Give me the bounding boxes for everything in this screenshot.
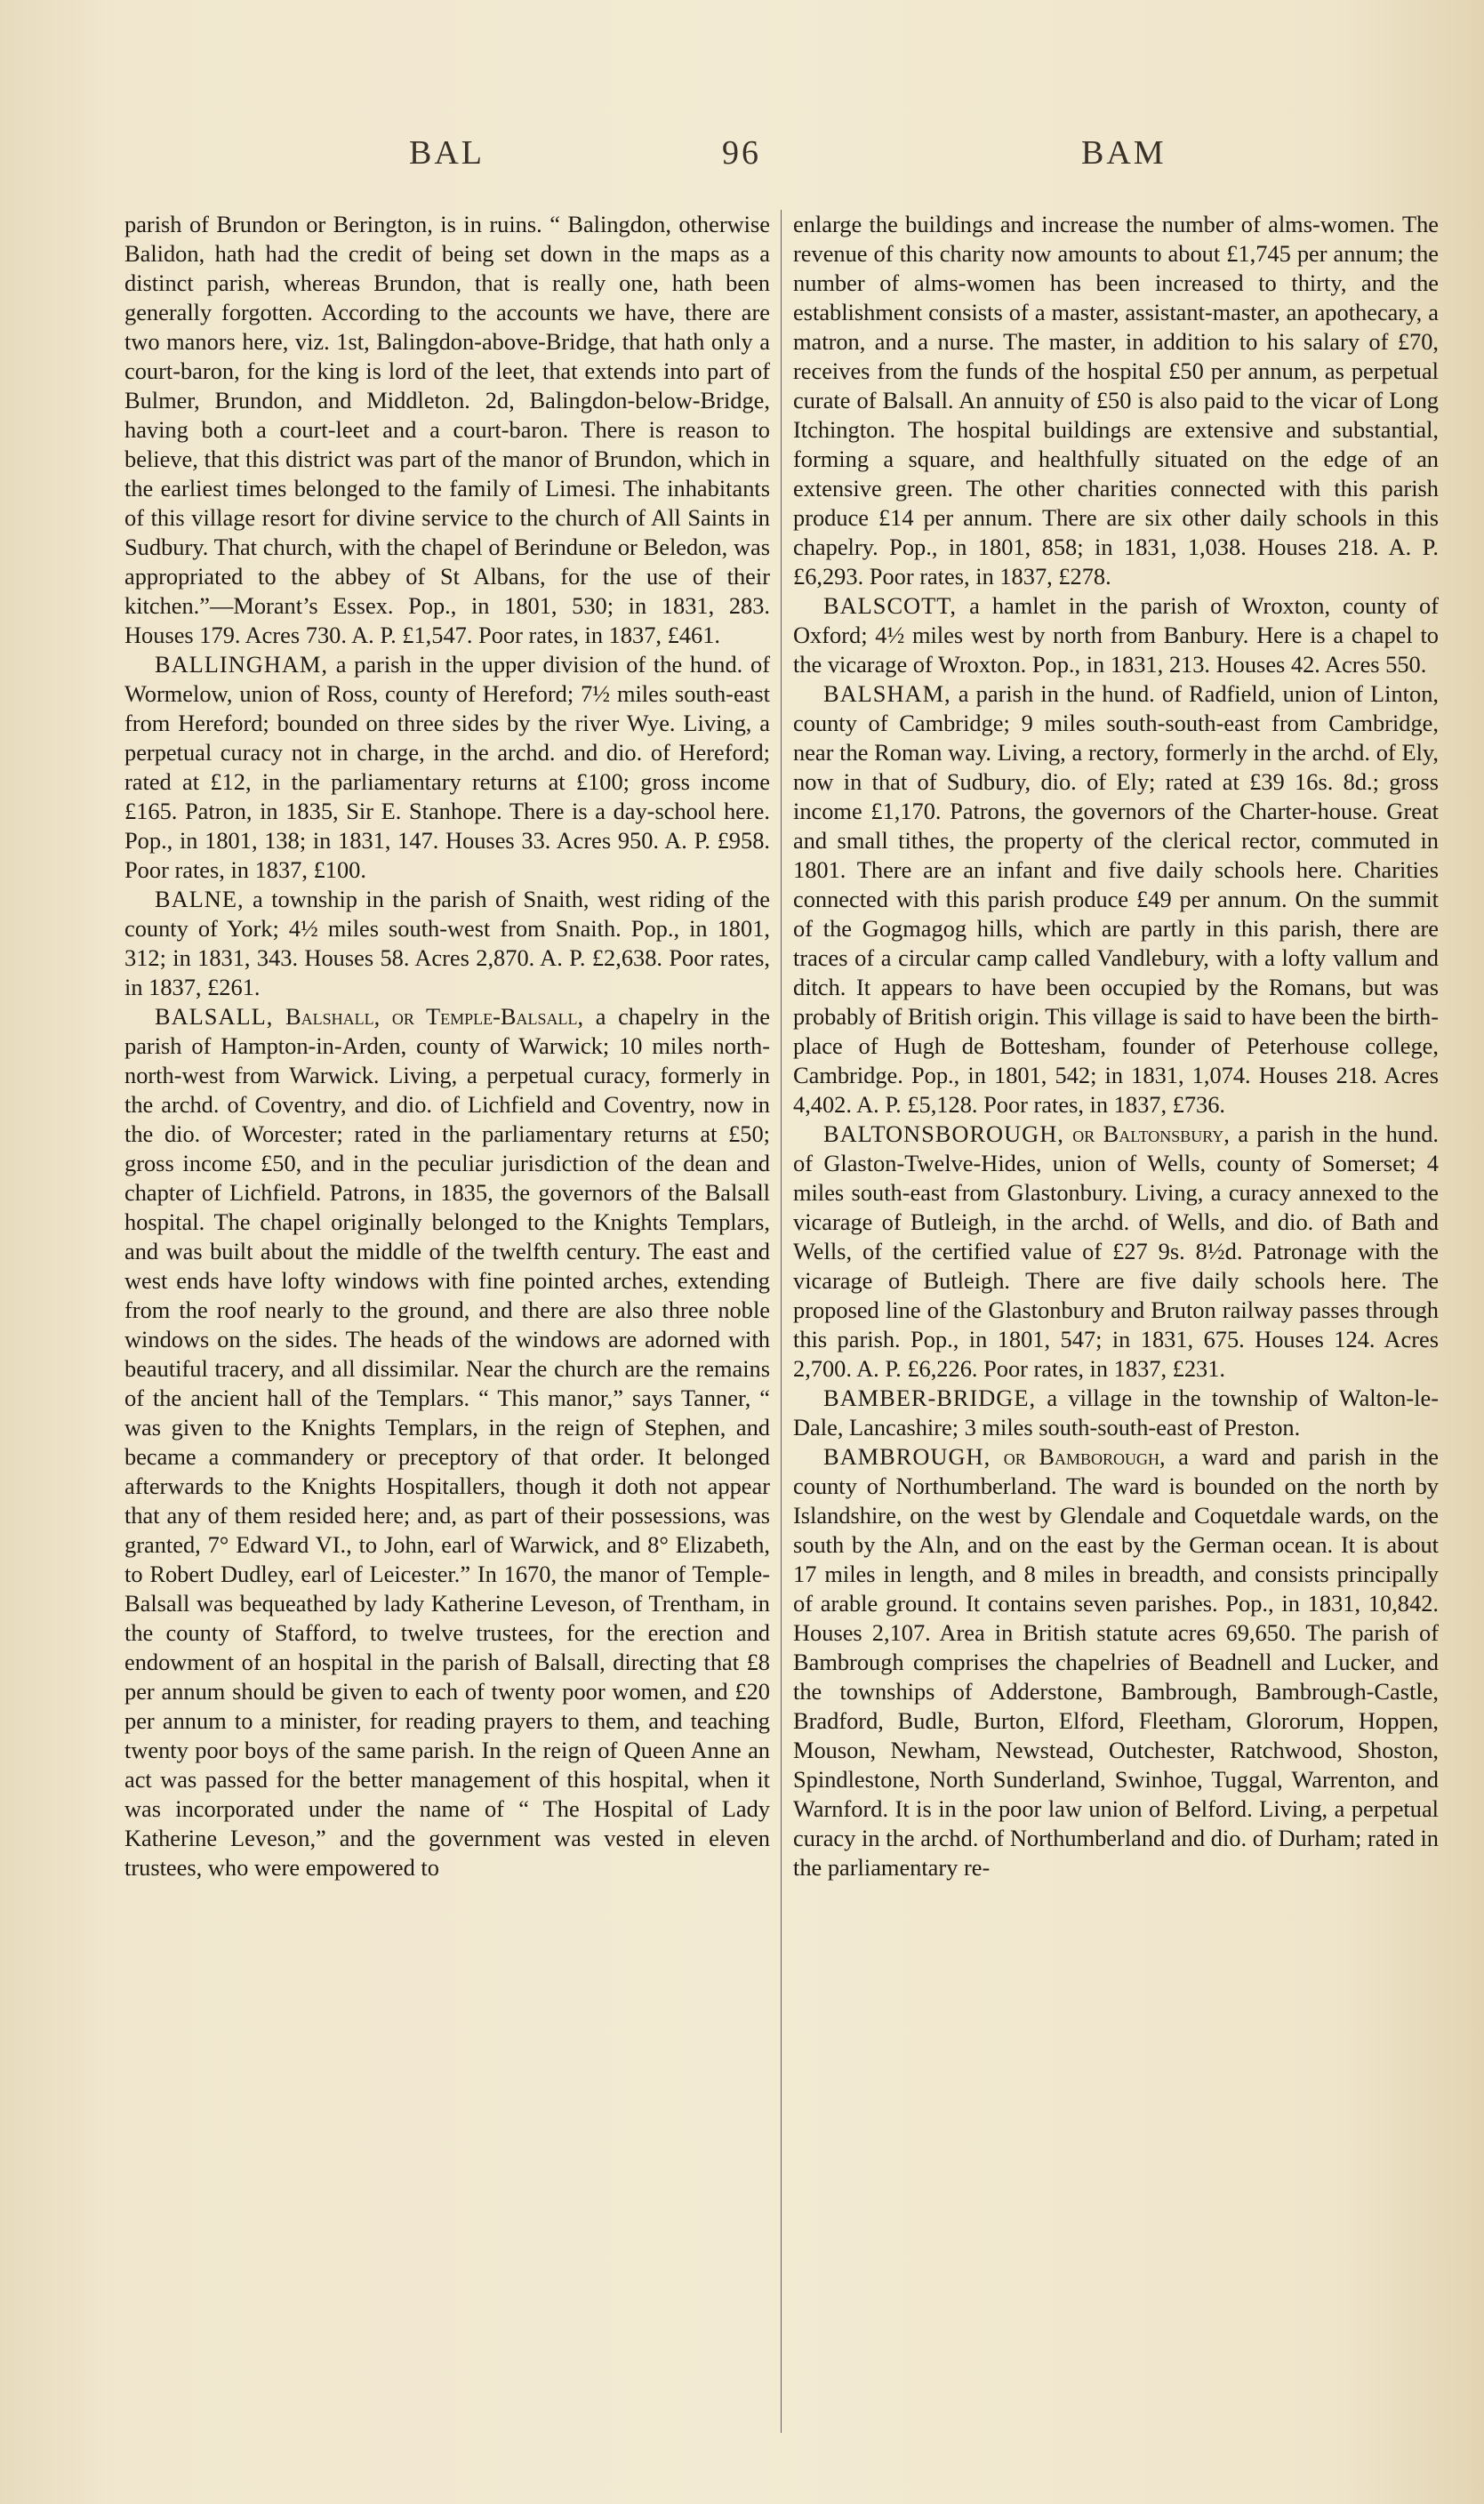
entry-headword: BALSCOTT, <box>823 592 957 619</box>
running-head-right: BAM <box>1081 134 1167 172</box>
entry-balscott: BALSCOTT, a hamlet in the parish of Wroxton, county of Oxford; 4½ miles west by north from Banbury. Here is a chapel to the vicarage of Wroxton. Pop., in 1831, 213. Houses 42. Acres 550. <box>793 592 1439 678</box>
entry-alt-names: or Baltonsbury, <box>1072 1120 1230 1147</box>
entry-headword: BALLINGHAM, <box>155 651 328 678</box>
entry-headword: BALTONSBOROUGH, <box>823 1120 1064 1147</box>
running-head-left: BAL <box>409 134 485 172</box>
entry-headword: BALSHAM, <box>823 680 951 707</box>
entry-ballingham: BALLINGHAM, a parish in the upper division of the hund. of Wormelow, union of Ross, county of Hereford; 7½ miles south-east from Hereford; bounded on three sides by the river Wye. Living, a perpetual curacy not in charge, in the archd. and dio. of Hereford; rated at £12, in the parliamentary returns at £100; gross income £165. Patron, in 1835, Sir E. Stanhope. There is a day-school here. Pop., in 1801, 138; in 1831, 147. Houses 33. Acres 950. A. P. £958. Poor rates, in 1837, £100. <box>124 651 770 883</box>
running-head <box>0 133 1484 187</box>
entry-headword: BAMBER-BRIDGE, <box>823 1384 1037 1411</box>
entry-continuation: enlarge the buildings and increase the number of alms-women. The revenue of this charity now amounts to about £1,745 per annum; the number of alms-women has been increased to thirty, and the establishment consists of a master, assistant-master, an apothecary, a matron, and a nurse. The master, in addition to his salary of £70, receives from the funds of the hospital £50 per annum, as perpetual curate of Balsall. An annuity of £50 is also paid to the vicar of Long Itchington. The hospital buildings are extensive and substantial, forming a square, and healthfully situated on the edge of an extensive green. The other charities connected with this parish produce £14 per annum. There are six other daily schools in this chapelry. Pop., in 1801, 858; in 1831, 1,038. Houses 218. A. P. £6,293. Poor rates, in 1837, £278. <box>793 211 1439 590</box>
entry-balsall: BALSALL, Balshall, or Temple-Balsall, a chapelry in the parish of Hampton-in-Arden, county of Warwick; 10 miles north-north-west from Warwick. Living, a perpetual curacy, formerly in the archd. of Coventry, and dio. of Lichfield and Coventry, now in the dio. of Worcester; rated in the parliamentary returns at £50; gross income £50, and in the peculiar jurisdiction of the dean and chapter of Lichfield. Patrons, in 1835, the governors of the Balsall hospital. The chapel originally belonged to the Knights Templars, and was built about the middle of the twelfth century. The east and west ends have lofty windows with fine pointed arches, extending from the roof nearly to the ground, and there are also three noble windows on the sides. The heads of the windows are adorned with beautiful tracery, and all dissimilar. Near the church are the remains of the ancient hall of the Templars. “ This manor,” says Tanner, “ was given to the Knights Templars, in the reign of Stephen, and became a commandery or preceptory of that order. It belonged afterwards to the Knights Hospitallers, though it doth not appear that any of them resided here; and, as part of their possessions, was granted, 7° Edward VI., to John, earl of Warwick, and 8° Elizabeth, to Robert Dudley, earl of Leicester.” In 1670, the manor of Temple-Balsall was bequeathed by lady Katherine Leveson, of Trentham, in the county of Stafford, to twelve trustees, for the erection and endowment of an hospital in the parish of Balsall, directing that £8 per annum should be given to each of twenty poor women, and £20 per annum to a minister, for reading prayers to them, and teaching twenty poor boys of the same parish. In the reign of Queen Anne an act was passed for the better management of this hospital, when it was incorporated under the name of “ The Hospital of Lady Katherine Leveson,” and the government was vested in eleven trustees, who were empowered to <box>124 1003 770 1881</box>
entry-alt-names: or Bamborough, <box>1003 1443 1166 1470</box>
entry-headword: BALNE, <box>155 886 245 912</box>
left-column <box>124 210 770 2451</box>
column-rule <box>781 210 782 2433</box>
right-column <box>793 210 1439 2451</box>
entry-continuation: parish of Brundon or Berington, is in ruins. “ Balingdon, otherwise Balidon, hath had the credit of being set down in the maps as a distinct parish, whereas Brundon, that is really one, hath been generally forgotten. According to the accounts we have, there are two manors here, viz. 1st, Balingdon-above-Bridge, that hath only a court-baron, for the king is lord of the leet, that extends into part of Bulmer, Brundon, and Middleton. 2d, Balingdon-below-Bridge, having both a court-leet and a court-baron. There is reason to believe, that this district was part of the manor of Brundon, which in the earliest times belonged to the family of Limesi. The inhabitants of this village resort for divine service to the church of All Saints in Sudbury. That church, with the chapel of Berindune or Beledon, was appropriated to the abbey of St Albans, for the use of their kitchen.”—Morant’s Essex. Pop., in 1801, 530; in 1831, 283. Houses 179. Acres 730. A. P. £1,547. Poor rates, in 1837, £461. <box>124 211 770 648</box>
entry-alt-names: Balshall, or Temple-Balsall, <box>285 1003 584 1030</box>
entry-bamber-bridge: BAMBER-BRIDGE, a village in the township of Walton-le-Dale, Lancashire; 3 miles south-south-east of Preston. <box>793 1384 1439 1441</box>
entry-bambrough: BAMBROUGH, or Bamborough, a ward and parish in the county of Northumberland. The ward is bounded on the north by Islandshire, on the west by Glendale and Coquetdale wards, on the south by the Aln, and on the east by the German ocean. It is about 17 miles in length, and 8 miles in breadth, and consists principally of arable ground. It contains seven parishes. Pop., in 1831, 10,842. Houses 2,107. Area in British statute acres 69,650. The parish of Bambrough comprises the chapelries of Beadnell and Lucker, and the townships of Adderstone, Bambrough, Bambrough-Castle, Bradford, Budle, Burton, Elford, Fleetham, Glororum, Hoppen, Mouson, Newham, Newstead, Outchester, Ratchwood, Shoston, Spindlestone, North Sunderland, Swinhoe, Tuggal, Warrenton, and Warnford. It is in the poor law union of Belford. Living, a perpetual curacy in the archd. of Northumberland and dio. of Durham; rated in the parliamentary re- <box>793 1443 1439 1881</box>
entry-headword: BAMBROUGH, <box>823 1443 991 1470</box>
entry-headword: BALSALL, <box>155 1003 274 1030</box>
entry-baltonsborough: BALTONSBOROUGH, or Baltonsbury, a parish in the hund. of Glaston-Twelve-Hides, union of Wells, county of Somerset; 4 miles south-east from Glastonbury. Living, a curacy annexed to the vicarage of Butleigh, in the archd. of Wells, and dio. of Bath and Wells, of the certified value of £27 9s. 8½d. Patronage with the vicarage of Butleigh. There are five daily schools here. The proposed line of the Glastonbury and Bruton railway passes through this parish. Pop., in 1801, 547; in 1831, 675. Houses 124. Acres 2,700. A. P. £6,226. Poor rates, in 1837, £231. <box>793 1120 1439 1382</box>
page-number: 96 <box>722 134 761 172</box>
entry-balsham: BALSHAM, a parish in the hund. of Radfield, union of Linton, county of Cambridge; 9 miles south-south-east from Cambridge, near the Roman way. Living, a rectory, formerly in the archd. of Ely, now in that of Sudbury, dio. of Ely; rated at £39 16s. 8d.; gross income £1,170. Patrons, the governors of the Charter-house. Great and small tithes, the property of the clerical rector, commuted in 1801. There are an infant and five daily schools here. Charities connected with this parish produce £49 per annum. On the summit of the Gogmagog hills, which are partly in this parish, there are traces of a circular camp called Vandlebury, with a lofty vallum and ditch. It appears to have been occupied by the Romans, but was probably of British origin. This village is said to have been the birth-place of Hugh de Bottesham, founder of Peterhouse college, Cambridge. Pop., in 1801, 542; in 1831, 1,074. Houses 218. Acres 4,402. A. P. £5,128. Poor rates, in 1837, £736. <box>793 680 1439 1118</box>
entry-balne: BALNE, a township in the parish of Snaith, west riding of the county of York; 4½ miles south-west from Snaith. Pop., in 1801, 312; in 1831, 343. Houses 58. Acres 2,870. A. P. £2,638. Poor rates, in 1837, £261. <box>124 886 770 1000</box>
